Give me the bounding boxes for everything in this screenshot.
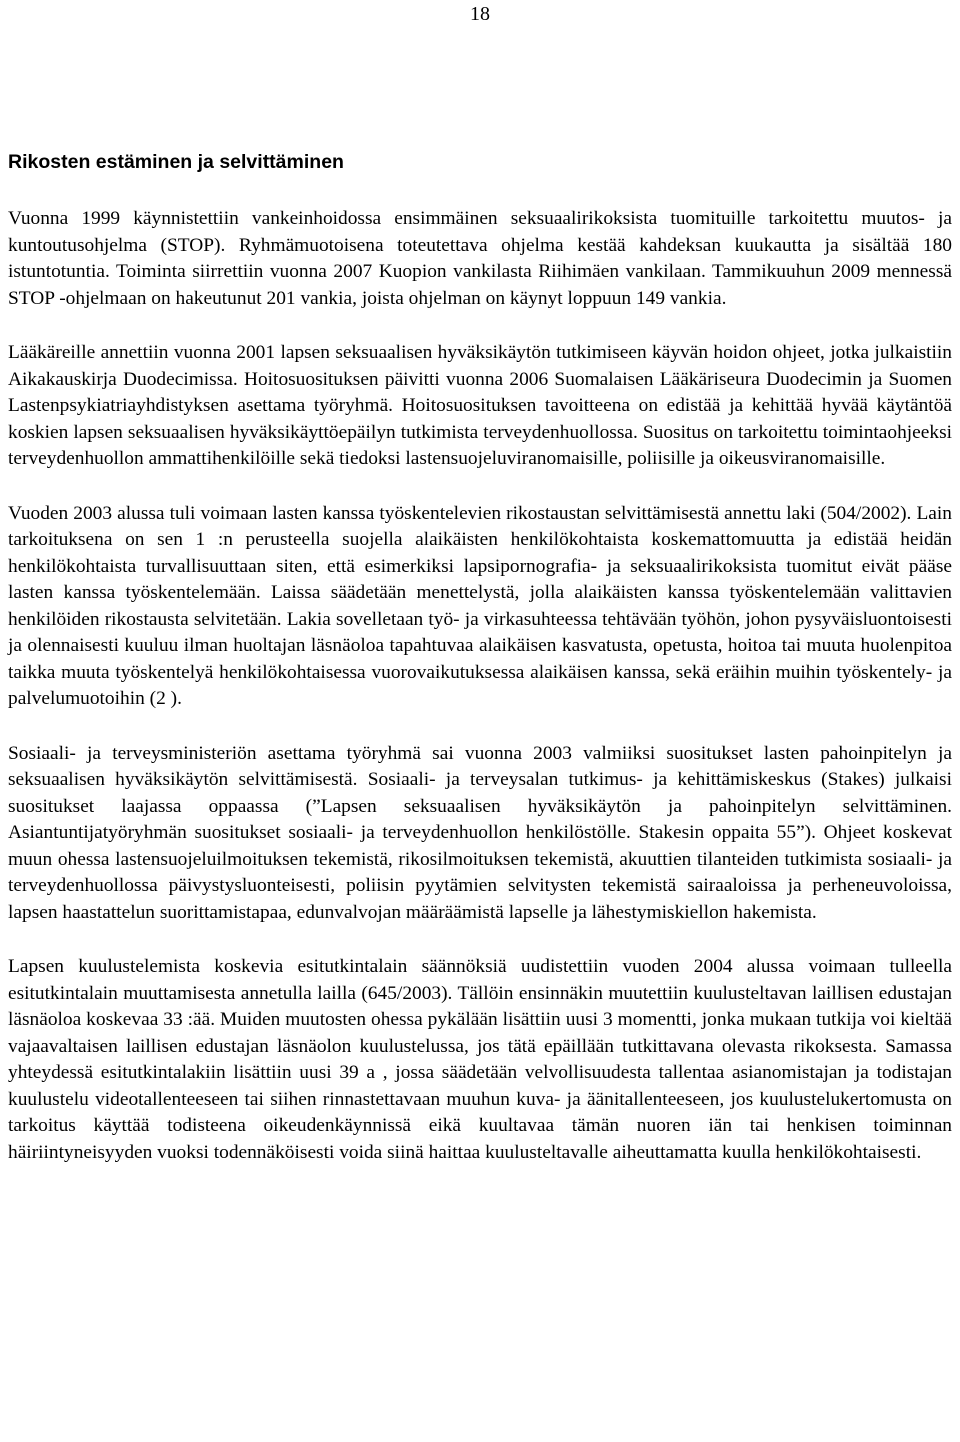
paragraph-pre-trial-investigation-law: Lapsen kuulustelemista koskevia esitutkintalain säännöksiä uudistettiin vuoden 2004 alussa voimaan tulleella esitutkintalain muuttamisesta annetulla lailla (645/2003). Tällöin ensinnäkin muutettiin kuulusteltavan laillisen edustajan läsnäoloa koskevaa 33 :ää. Muiden muutosten ohessa pykälään lisättiin uusi 3 momentti, jonka mukaan tutkija voi kieltää vajaavaltaisen laillisen edustajan läsnäolon kuulustelussa, jos tätä epäillään tutkittavana olevasta rikoksesta. Samassa yhteydessä esitutkintalakiin lisättiin uusi 39 a , jossa säädetään velvollisuudesta tallentaa asianomistajan ja todistajan kuulustelu videotallenteeseen tai siihen rinnastettavaan muuhun kuva- ja äänitallenteeseen, jos kuulustelukertomusta on tarkoitus käyttää todisteena oikeudenkäynnissä eikä kuultavaa tämän nuoren iän tai henkisen toiminnan häiriintyneisyyden vuoksi todennäköisesti voida siinä haittaa kuulusteltavalle aiheuttamatta kuulla henkilökohtaisesti. (8, 956, 952, 1163)
paragraph-care-guidelines: Lääkäreille annettiin vuonna 2001 lapsen seksuaalisen hyväksikäytön tutkimiseen käyvän hoidon ohjeet, jotka julkaistiin Aikakauskirja Duodecimissa. Hoitosuosituksen päivitti vuonna 2006 Suomalaisen Lääkäriseura Duodecimin ja Suomen Lastenpsykiatriayhdistyksen asettama työryhmä. Hoitosuosituksen tavoitteena on edistää ja kehittää hyvää käytäntöä koskien lapsen seksuaalisen hyväksikäyttöepäilyn tutkimista terveydenhuollossa. Suositus on tarkoitettu toimintaohjeeksi terveydenhuollon ammattihenkilöille sekä tiedoksi lastensuojeluviranomaisille, poliisille ja oikeusviranomaisille. (8, 342, 952, 469)
section-heading: Rikosten estäminen ja selvittäminen (8, 151, 344, 173)
page-number: 18 (470, 3, 490, 25)
paragraph-background-check-law: Vuoden 2003 alussa tuli voimaan lasten kanssa työskentelevien rikostaustan selvittämisestä annettu laki (504/2002). Lain tarkoituksena on sen 1 :n perusteella suojella alaikäisten henkilökohtaista koskemattomuutta ja edistää heidän henkilökohtaista turvallisuuttaan siten, että esimerkiksi lapsipornografia- ja seksuaalirikoksista tuomitut eivät pääse lasten kanssa työskentelemään. Laissa säädetään menettelystä, jolla alaikäisten kanssa työskentelemään valittavien henkilöiden rikostausta selvitetään. Lakia sovelletaan työ- ja virkasuhteessa tehtävään työhön, johon pysyväisluontoisesti ja olennaisesti kuuluu ilman huoltajan läsnäoloa tapahtuvaa alaikäisen kasvatusta, opetusta, hoitoa tai muuta huolenpitoa taikka muuta työskentelyä henkilökohtaisessa vuorovaikutuksessa alaikäisen kanssa, sekä eräihin muihin työskentely- ja palvelumuotoihin (2 ). (8, 502, 952, 709)
body-text (8, 206, 952, 1166)
paragraph-stop-program: Vuonna 1999 käynnistettiin vankeinhoidossa ensimmäinen seksuaalirikoksista tuomituille tarkoitettu muutos- ja kuntoutusohjelma (STOP). Ryhmämuotoisena toteutettava ohjelma kestää kahdeksan kuukautta ja sisältää 180 istuntotuntia. Toiminta siirrettiin vuonna 2007 Kuopion vankilasta Riihimäen vankilaan. Tammikuuhun 2009 mennessä STOP -ohjelmaan on hakeutunut 201 vankia, joista ohjelman on käynyt loppuun 149 vankia. (8, 208, 952, 309)
paragraph-ministry-recommendations: Sosiaali- ja terveysministeriön asettama työryhmä sai vuonna 2003 valmiiksi suositukset lasten pahoinpitelyn ja seksuaalisen hyväksikäytön selvittämisestä. Sosiaali- ja terveysalan tutkimus- ja kehittämiskeskus (Stakes) julkaisi suositukset laajassa oppaassa (”Lapsen seksuaalisen hyväksikäytön ja pahoinpitelyn selvittäminen. Asiantuntijatyöryhmän suositukset sosiaali- ja terveydenhuollon henkilöstölle. Stakesin oppaita 55”). Ohjeet koskevat muun ohessa lastensuojeluilmoituksen tekemistä, rikosilmoituksen tekemistä, akuuttien tilanteiden tutkimista sosiaali- ja terveydenhuollossa päivystysluonteisesti, poliisin pyytämien selvitysten tekemistä sairaaloissa ja perheneuvoloissa, lapsen haastattelun suorittamistapaa, edunvalvojan määräämistä lapselle ja lähestymiskiellon hakemista. (8, 742, 952, 923)
